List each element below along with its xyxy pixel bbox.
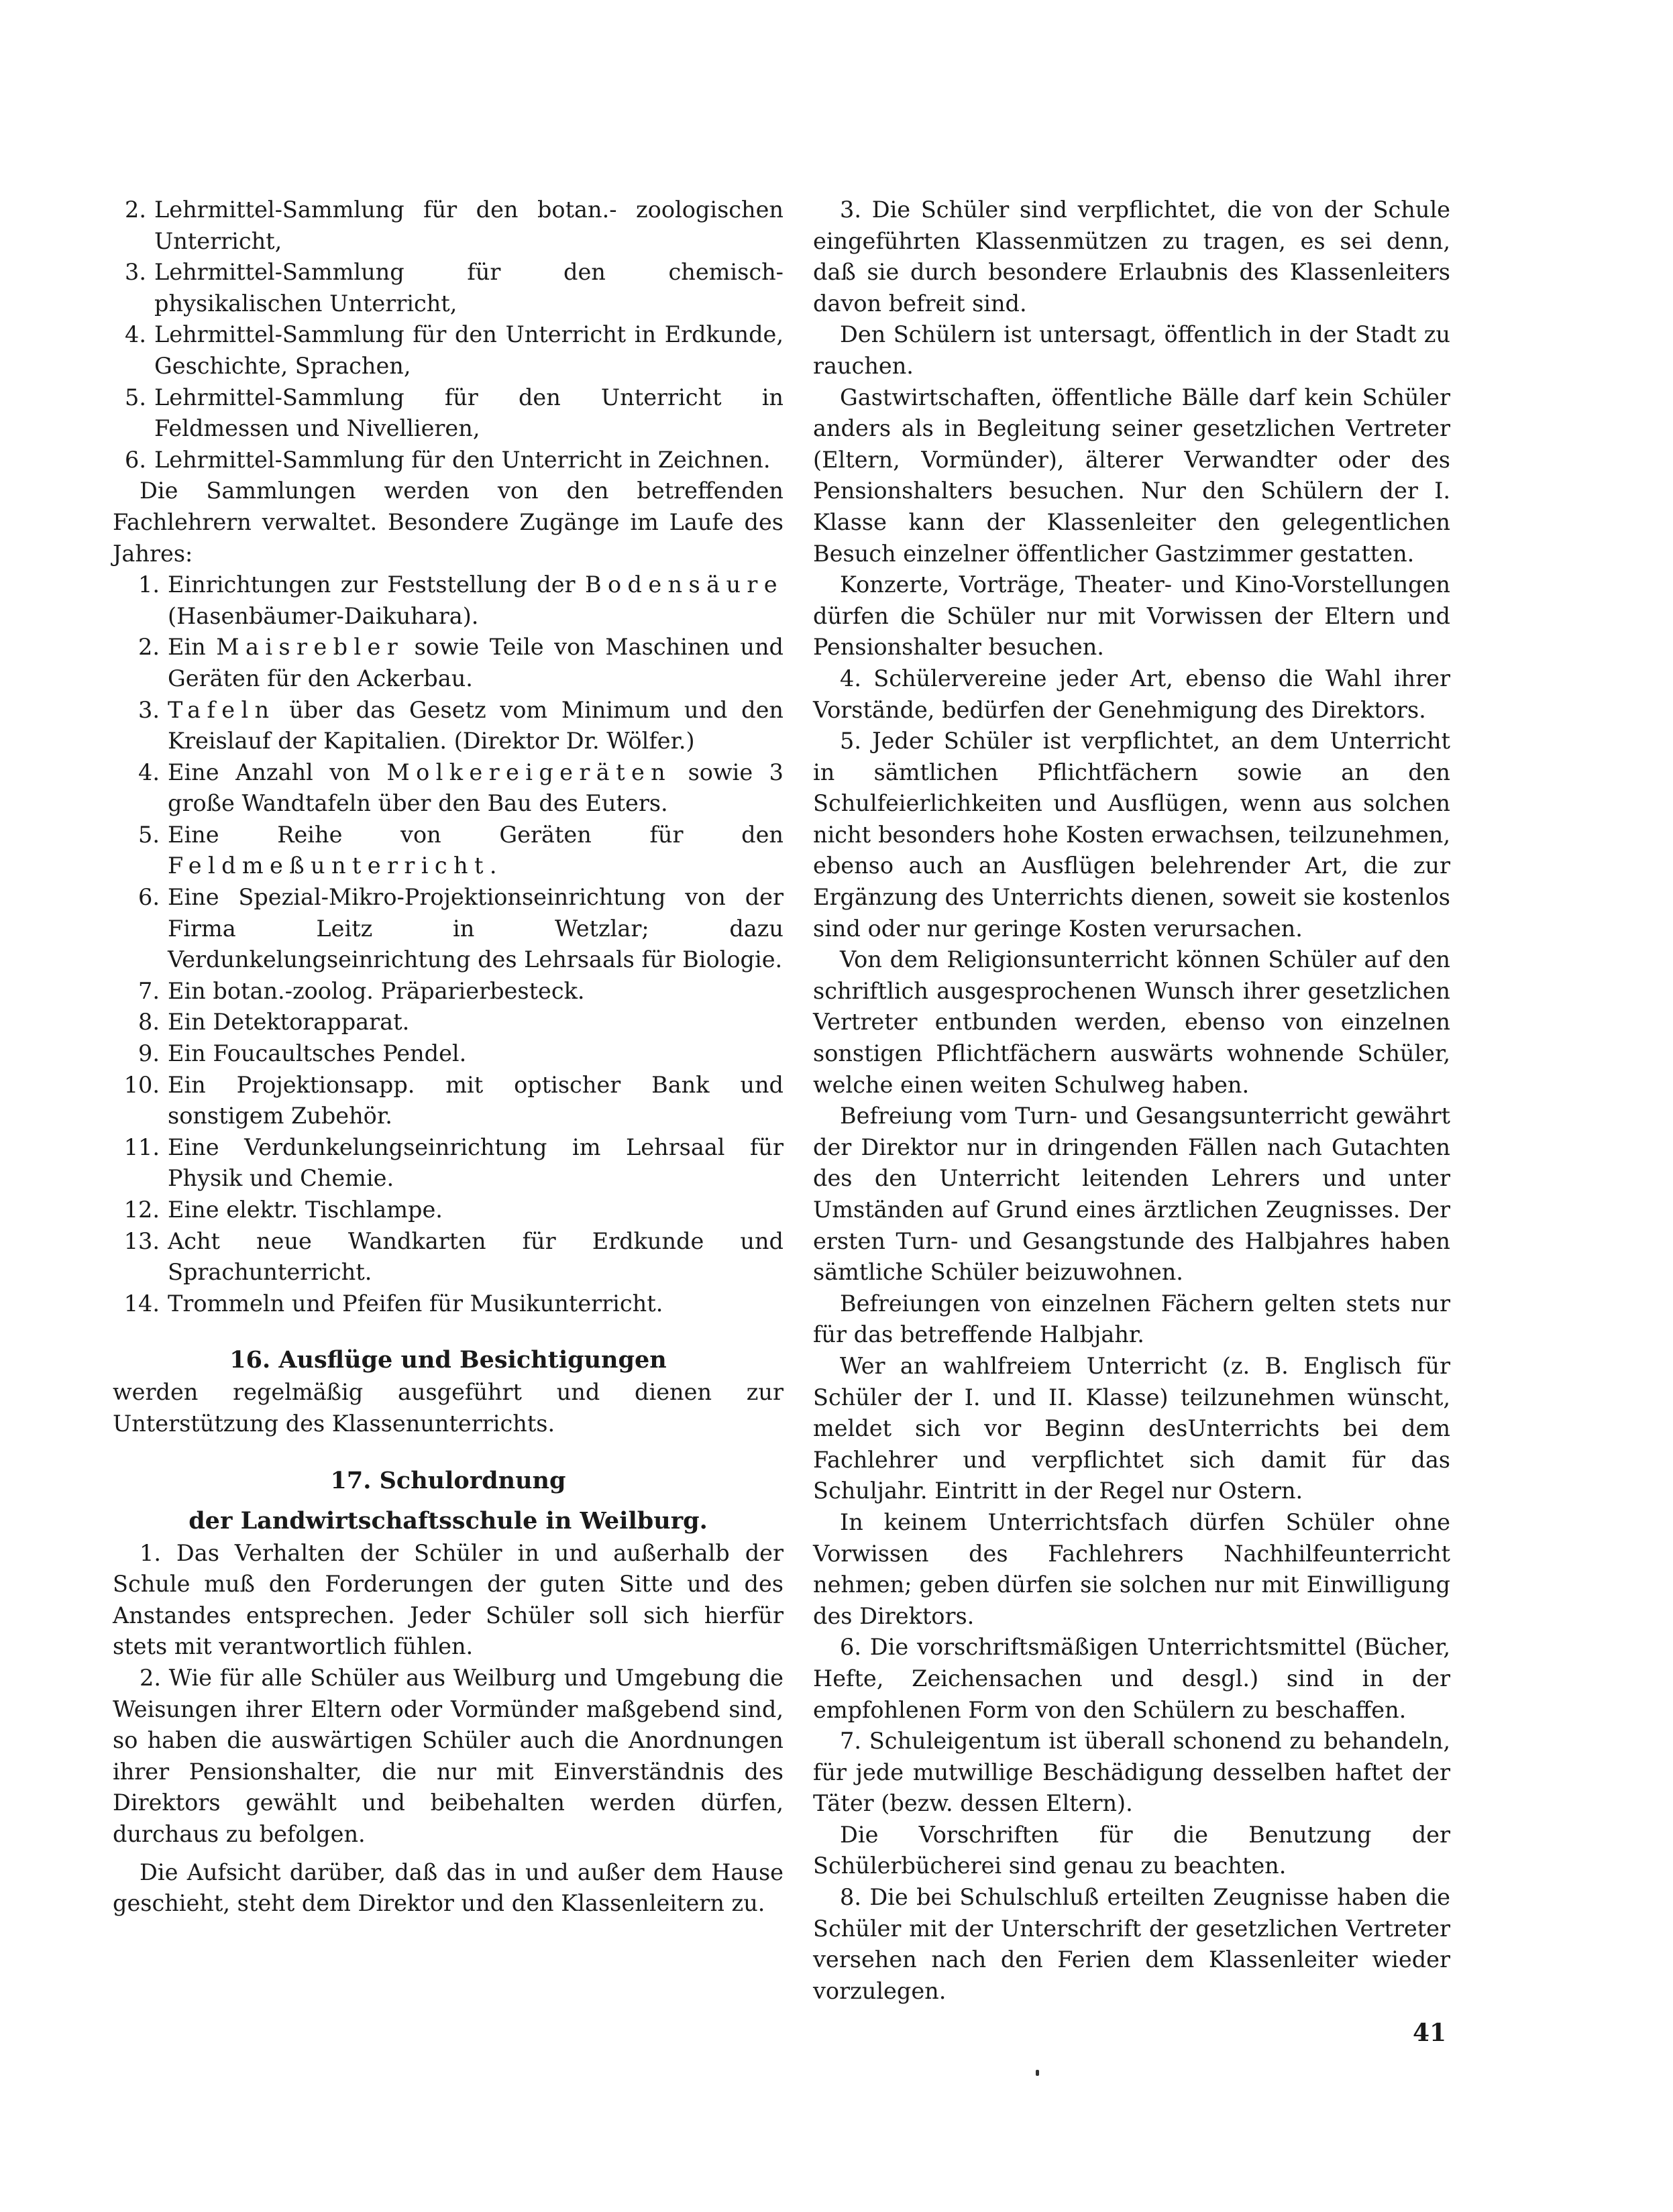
rule-paragraph: 8. Die bei Schulschluß erteilten Zeugnisse haben die Schüler mit der Unterschrift der gesetzlichen Vertreter versehen nach den Ferien dem Klassenleiter wieder vorzulegen. xyxy=(813,1884,1450,2004)
list-item: 5. Lehrmittel-Sammlung für den Unterricht in Feldmessen und Nivellieren, xyxy=(125,384,784,442)
rule-paragraph: 1. Das Verhalten der Schüler in und außerhalb der Schule muß den Forderungen der guten Sitte und des Anstandes entsprechen. Jeder Schüler soll sich hierfür stets mit verantwortlich fühlen. xyxy=(113,1539,784,1660)
collections-list xyxy=(113,195,784,476)
list-item: 9. Ein Foucaultsches Pendel. xyxy=(138,1040,467,1067)
list-item: 13. Acht neue Wandkarten für Erdkunde und Sprachunterricht. xyxy=(123,1227,784,1286)
list-item: 3. Tafeln über das Gesetz vom Minimum und den Kreislauf der Kapitalien. (Direktor Dr. Wölfer.) xyxy=(138,696,784,755)
list-item: 2. Ein Maisrebler sowie Teile von Maschinen und Geräten für den Ackerbau. xyxy=(138,634,784,692)
list-item: 11. Eine Verdunkelungseinrichtung im Lehrsaal für Physik und Chemie. xyxy=(123,1133,784,1192)
rule-paragraph: Die Aufsicht darüber, daß das in und außer dem Hause geschieht, steht dem Direktor und den Klassenleitern zu. xyxy=(113,1859,784,1917)
list-item: 5. Eine Reihe von Geräten für den Feldmeßunterricht. xyxy=(138,821,784,879)
right-column xyxy=(813,195,1450,2007)
section-17-heading: 17. Schulordnung xyxy=(330,1466,566,1494)
rule-paragraph: Befreiung vom Turn- und Gesangsunterricht gewährt der Direktor nur in dringenden Fällen nach Gutachten des den Unterricht leitenden Lehrers und unter Umständen auf Grund eines ärztlichen Zeugnisses. Der ersten Turn- und Gesangstunde des Halbjahres haben sämtliche Schüler beizuwohnen. xyxy=(813,1103,1450,1286)
rule-paragraph: In keinem Unterrichtsfach dürfen Schüler ohne Vorwissen des Fachlehrers Nachhilfeunterricht nehmen; geben dürfen sie solchen nur mit Einwilligung des Direktors. xyxy=(813,1508,1450,1629)
list-item: 12. Eine elektr. Tischlampe. xyxy=(123,1197,443,1223)
list-item: 4. Eine Anzahl von Molkereigeräten sowie 3 große Wandtafeln über den Bau des Euters. xyxy=(138,759,784,817)
section-17-subheading: der Landwirtschaftsschule in Weilburg. xyxy=(188,1506,708,1535)
list-item: 14. Trommeln und Pfeifen für Musikunterricht. xyxy=(123,1290,663,1317)
rule-paragraph: 3. Die Schüler sind verpflichtet, die von der Schule eingeführten Klassenmützen zu tragen, es sei denn, daß sie durch besondere Erlaubnis des Klassenleiters davon befreit sind. xyxy=(813,197,1450,317)
rule-paragraph: 2. Wie für alle Schüler aus Weilburg und Umgebung die Weisungen ihrer Eltern oder Vormünder maßgebend sind, so haben die auswärtigen Schüler auch die Anordnungen ihrer Pensionshalter, die nur mit Einverständnis des Direktors gewählt und beibehalten werden dürfen, durchaus zu befolgen. xyxy=(113,1664,784,1847)
list-item: 7. Ein botan.-zoolog. Präparierbesteck. xyxy=(138,977,585,1004)
section-16-heading: 16. Ausflüge und Besichtigungen xyxy=(229,1346,667,1374)
acquisitions-list xyxy=(113,569,784,1319)
rule-paragraph: Befreiungen von einzelnen Fächern gelten stets nur für das betreffende Halbjahr. xyxy=(813,1290,1450,1348)
list-item: 10. Ein Projektionsapp. mit optischer Bank und sonstigem Zubehör. xyxy=(123,1071,784,1129)
rule-paragraph: 7. Schuleigentum ist überall schonend zu behandeln, für jede mutwillige Beschädigung desselben haftet der Täter (bezw. dessen Eltern). xyxy=(813,1728,1450,1817)
rule-paragraph: Konzerte, Vorträge, Theater- und Kino-Vorstellungen dürfen die Schüler nur mit Vorwissen der Eltern und Pensionshalter besuchen. xyxy=(813,571,1450,661)
rule-paragraph: Gastwirtschaften, öffentliche Bälle darf kein Schüler anders als in Begleitung seiner gesetzlichen Vertreter (Eltern, Vormünder), älterer Verwandter oder des Pensionshalters besuchen. Nur den Schülern der I. Klasse kann der Klassenleiter den gelegentlichen Besuch einzelner öffentlicher Gastzimmer gestatten. xyxy=(813,384,1450,567)
rule-paragraph: 5. Jeder Schüler ist verpflichtet, an dem Unterricht in sämtlichen Pflichtfächern sowie an den Schulfeierlichkeiten und Ausflügen, wenn aus solchen nicht besonders hohe Kosten erwachsen, teilzunehmen, ebenso auch an Ausflügen belehrender Art, die zur Ergänzung des Unterrichts dienen, soweit sie kostenlos sind oder nur geringe Kosten verursachen. xyxy=(813,728,1450,942)
section-16-text: werden regelmäßig ausgeführt und dienen zur Unterstützung des Klassenunterrichts. xyxy=(113,1379,784,1437)
list-item: 3. Lehrmittel-Sammlung für den chemisch-physikalischen Unterricht, xyxy=(125,259,784,317)
list-item: 8. Ein Detektorapparat. xyxy=(138,1009,410,1036)
list-item: 2. Lehrmittel-Sammlung für den botan.- zoologischen Unterricht, xyxy=(125,197,784,254)
rule-paragraph: Von dem Religionsunterricht können Schüler auf den schriftlich ausgesprochenen Wunsch ihrer gesetzlichen Vertreter entbunden werden, ebenso von einzelnen sonstigen Pflichtfächern auswärts wohnende Schüler, welche einen weiten Schulweg haben. xyxy=(813,946,1450,1098)
rule-paragraph: 4. Schülervereine jeder Art, ebenso die Wahl ihrer Vorstände, bedürfen der Genehmigung des Direktors. xyxy=(813,665,1450,723)
list-item: 6. Lehrmittel-Sammlung für den Unterricht in Zeichnen. xyxy=(125,446,771,473)
list-item: 1. Einrichtungen zur Feststellung der Bodensäure (Hasenbäumer-Daikuhara). xyxy=(138,571,784,629)
list-item: 6. Eine Spezial-Mikro-Projektionseinrichtung von der Firma Leitz in Wetzlar; dazu Verdunkelungseinrichtung des Lehrsaals für Biologie. xyxy=(138,884,784,973)
collections-paragraph: Die Sammlungen werden von den betreffenden Fachlehrern verwaltet. Besondere Zugänge im Laufe des Jahres: xyxy=(113,478,784,567)
list-item: 4. Lehrmittel-Sammlung für den Unterricht in Erdkunde, Geschichte, Sprachen, xyxy=(125,321,784,379)
page-number: 41 xyxy=(1413,2019,1447,2047)
rule-paragraph: Den Schülern ist untersagt, öffentlich in der Stadt zu rauchen. xyxy=(813,321,1450,379)
rule-paragraph: Die Vorschriften für die Benutzung der Schülerbücherei sind genau zu beachten. xyxy=(813,1821,1450,1879)
rule-paragraph: Wer an wahlfreiem Unterricht (z. B. Englisch für Schüler der I. und II. Klasse) teilzunehmen wünscht, meldet sich vor Beginn desUnterrichts bei dem Fachlehrer und verpflichtet sich damit für das Schuljahr. Eintritt in der Regel nur Ostern. xyxy=(813,1352,1450,1504)
left-column xyxy=(113,195,784,1920)
rule-paragraph: 6. Die vorschriftsmäßigen Unterrichtsmittel (Bücher, Hefte, Zeichensachen und desgl.) sind in der empfohlenen Form von den Schülern zu beschaffen. xyxy=(813,1634,1450,1723)
print-speck xyxy=(1036,2070,1039,2076)
